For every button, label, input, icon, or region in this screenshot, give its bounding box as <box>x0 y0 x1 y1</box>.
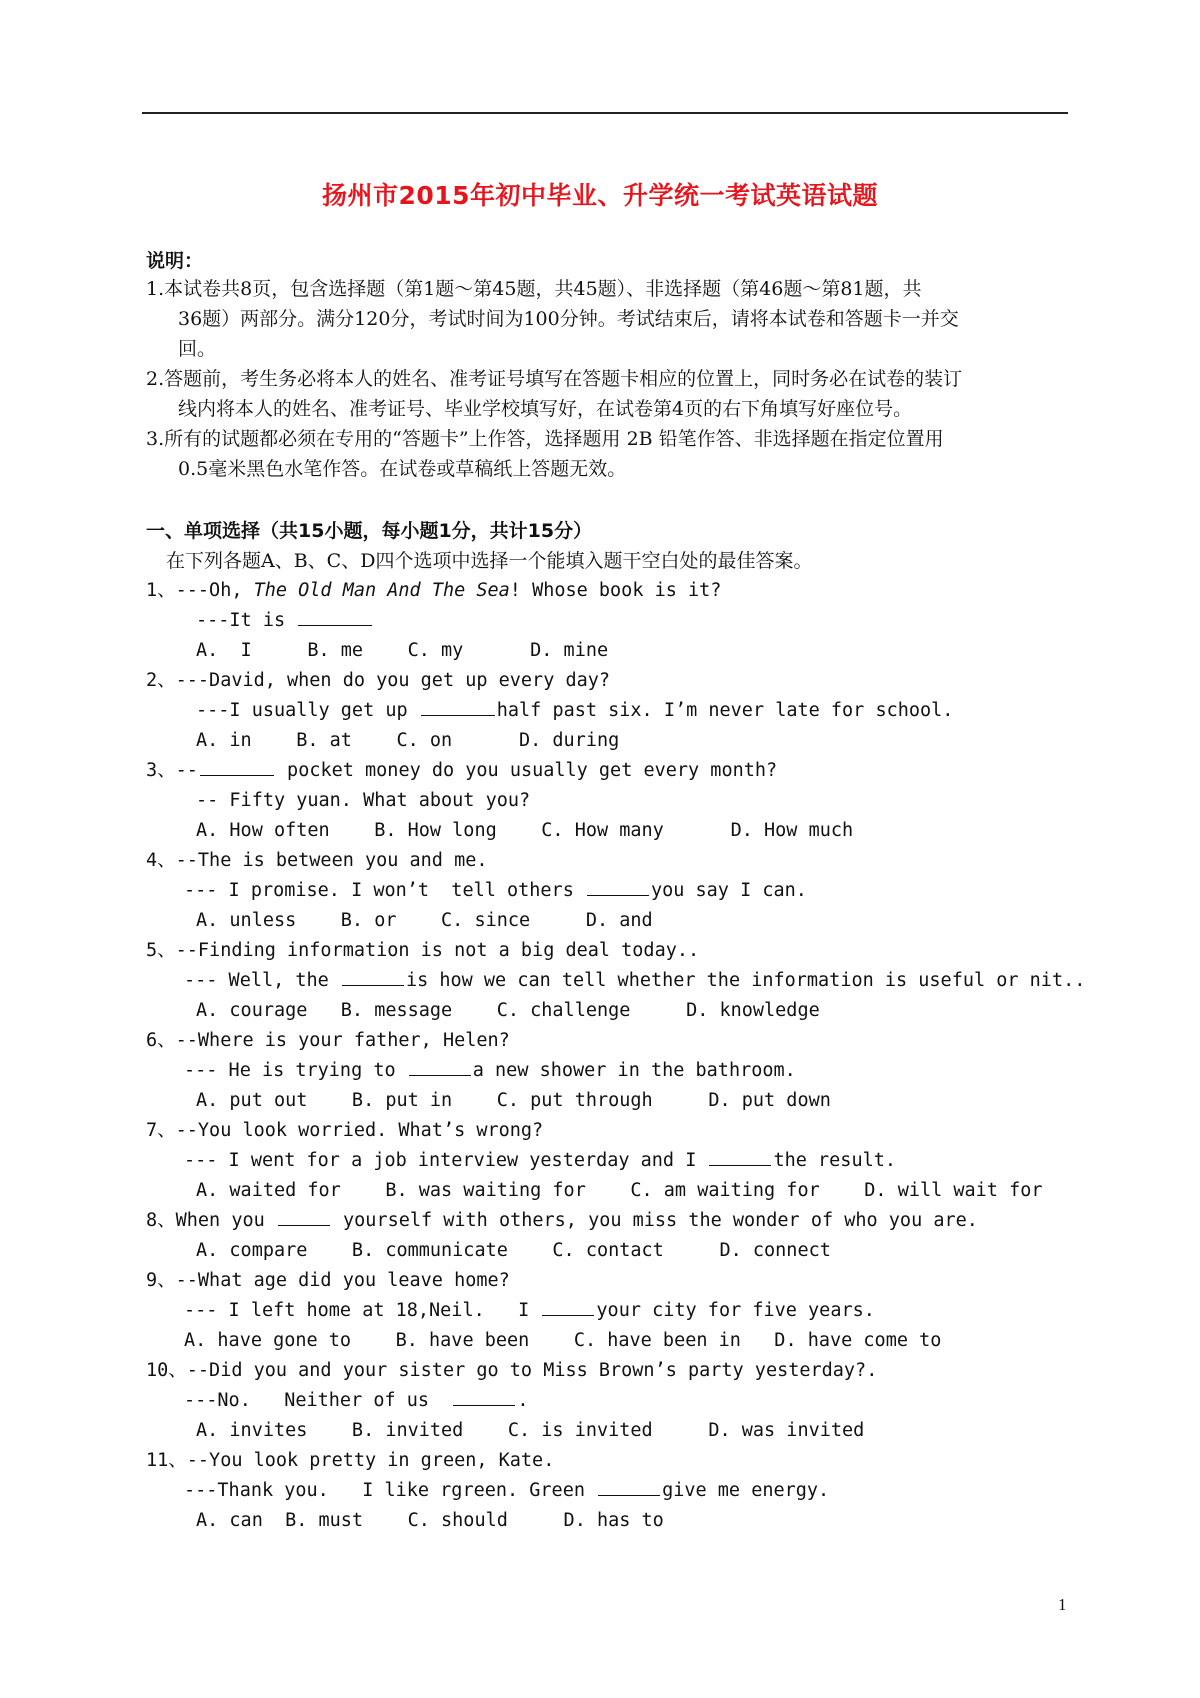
question-9-stem: 9、--What age did you leave home? <box>146 1270 510 1291</box>
instruction-2-line-1: 2.答题前，考生务必将本人的姓名、准考证号填写在答题卡相应的位置上，同时务必在试卷的装订 <box>146 368 963 390</box>
question-9-options: A. have gone to B. have been C. have been in D. have come to <box>184 1330 942 1351</box>
question-2-stem: 2、---David, when do you get up every day? <box>146 670 611 691</box>
question-4-options: A. unless B. or C. since D. and <box>196 910 653 931</box>
question-6-options: A. put out B. put in C. put through D. put down <box>196 1090 831 1111</box>
question-1-reply: ---It is <box>196 608 374 634</box>
question-3-options: A. How often B. How long C. How many D. How much <box>196 820 854 841</box>
header-rule <box>142 112 1068 114</box>
question-5-reply: --- Well, the is how we can tell whether the information is useful or nit.. <box>184 970 1086 991</box>
exam-title: 扬州市2015年初中毕业、升学统一考试英语试题 <box>321 181 879 210</box>
question-3-reply: -- Fifty yuan. What about you? <box>196 790 531 811</box>
question-5-stem: 5、--Finding information is not a big deal today.. <box>146 940 700 961</box>
section-direction: 在下列各题A、B、C、D四个选项中选择一个能填入题干空白处的最佳答案。 <box>166 550 813 572</box>
instruction-1-line-1: 1.本试卷共8页，包含选择题（第1题～第45题，共45题）、非选择题（第46题～第81题，共 <box>146 278 922 300</box>
question-7-reply: --- I went for a job interview yesterday and I the result. <box>184 1150 897 1171</box>
question-11-options: A. can B. must C. should D. has to <box>196 1510 664 1531</box>
question-2-options: A. in B. at C. on D. during <box>196 730 620 751</box>
question-2-reply: ---I usually get up half past six. I’m never late for school. <box>196 700 954 721</box>
question-11-reply: ---Thank you. I like rgreen. Green give me energy. <box>184 1480 830 1501</box>
question-3-stem: 3、-- pocket money do you usually get every month? <box>146 760 778 781</box>
question-1-stem: 1、---Oh, The Old Man And The Sea! Whose book is it? <box>146 580 722 601</box>
instruction-3-line-2: 0.5毫米黑色水笔作答。在试卷或草稿纸上答题无效。 <box>178 458 627 480</box>
question-10-stem: 10、--Did you and your sister go to Miss Brown’s party yesterday?. <box>146 1360 878 1381</box>
question-7-options: A. waited for B. was waiting for C. am waiting for D. will wait for <box>196 1180 1043 1201</box>
question-9-reply: --- I left home at 18,Neil. I your city for five years. <box>184 1300 875 1321</box>
question-6-stem: 6、--Where is your father, Helen? <box>146 1030 510 1051</box>
section-heading: 一、单项选择（共15小题，每小题1分，共计15分） <box>146 520 593 542</box>
instruction-3-line-1: 3.所有的试题都必须在专用的“答题卡”上作答，选择题用 2B 铅笔作答、非选择题在指定位置用 <box>146 428 944 450</box>
instruction-1-line-2: 36题）两部分。满分120分，考试时间为100分钟。考试结束后，请将本试卷和答题卡一并交 <box>178 308 959 330</box>
question-1-options: A. I B. me C. my D. mine <box>196 640 609 661</box>
page-number: 1 <box>1058 1595 1067 1614</box>
instructions-heading: 说明： <box>146 250 204 272</box>
instruction-1-line-3: 回。 <box>178 338 217 360</box>
question-10-options: A. invites B. invited C. is invited D. was invited <box>196 1420 865 1441</box>
question-11-stem: 11、--You look pretty in green, Kate. <box>146 1450 555 1471</box>
question-4-reply: --- I promise. I won’t tell others you say I can. <box>184 880 807 901</box>
question-5-options: A. courage B. message C. challenge D. knowledge <box>196 1000 820 1021</box>
question-4-stem: 4、--The is between you and me. <box>146 850 488 871</box>
question-6-reply: --- He is trying to a new shower in the bathroom. <box>184 1060 796 1081</box>
question-7-stem: 7、--You look worried. What’s wrong? <box>146 1120 544 1141</box>
question-10-reply: ---No. Neither of us . <box>184 1390 529 1411</box>
instruction-2-line-2: 线内将本人的姓名、准考证号、毕业学校填写好，在试卷第4页的右下角填写好座位号。 <box>178 398 913 420</box>
question-8-options: A. compare B. communicate C. contact D. connect <box>196 1240 831 1261</box>
question-8-stem: 8、When you yourself with others, you miss the wonder of who you are. <box>146 1210 978 1231</box>
